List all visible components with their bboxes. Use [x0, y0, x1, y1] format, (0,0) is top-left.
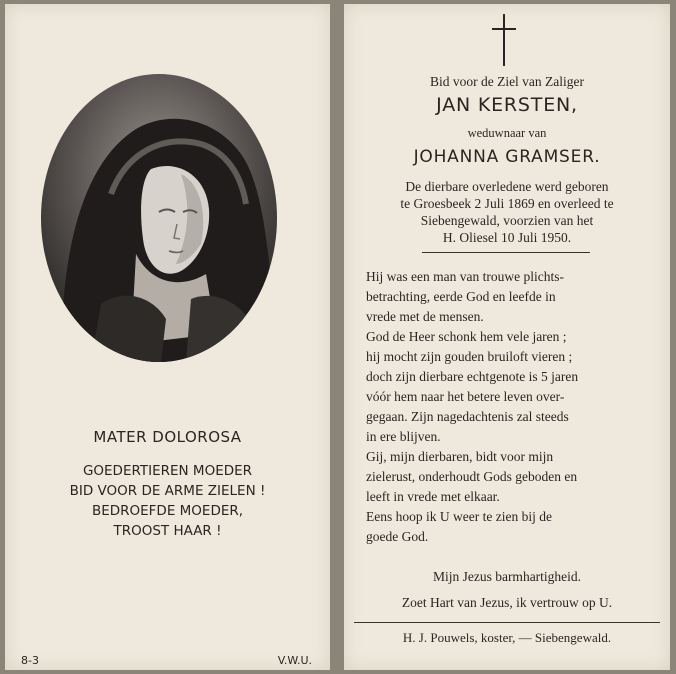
details-line: Siebengewald, voorzien van het — [420, 213, 594, 228]
prayer-line: BID VOOR DE ARME ZIELEN ! — [69, 483, 266, 499]
birth-death-details — [354, 178, 660, 246]
cross-icon — [492, 14, 516, 71]
details-line: De dierbare overledene werd geboren — [405, 179, 609, 194]
print-code: 8-3 — [21, 654, 39, 667]
left-card — [5, 4, 330, 670]
body-line: leeft in vrede met elkaar. — [366, 489, 500, 504]
closing-prayer: Mijn Jezus barmhartigheid. — [432, 569, 582, 584]
biography-text — [366, 267, 654, 547]
details-line: H. Oliesel 10 Juli 1950. — [442, 230, 572, 245]
mater-dolorosa-portrait — [41, 74, 277, 362]
portrait-caption: MATER DOLOROSA — [93, 428, 242, 446]
body-line: Gij, mijn dierbaren, bidt voor mijn — [366, 449, 554, 464]
body-line: vóór hem naar het betere leven over- — [366, 389, 565, 404]
body-line: goede God. — [366, 529, 429, 544]
printer-credit: H. J. Pouwels, koster, — Siebengewald. — [402, 630, 612, 645]
right-card — [344, 4, 670, 670]
publisher-mark: V.W.U. — [277, 654, 312, 667]
body-line: God de Heer schonk hem vele jaren ; — [366, 329, 567, 344]
body-line: in ere blijven. — [366, 429, 441, 444]
body-line: gegaan. Zijn nagedachtenis zal steeds — [366, 409, 569, 424]
body-line: hij mocht zijn gouden bruiloft vieren ; — [366, 349, 573, 364]
body-line: vrede met de mensen. — [366, 309, 484, 324]
prayer-line: GOEDERTIEREN MOEDER — [82, 463, 253, 479]
deceased-name: JAN KERSTEN, — [436, 94, 578, 116]
relation-line: weduwnaar van — [467, 126, 547, 140]
footer-divider — [354, 622, 660, 623]
details-line: te Groesbeek 2 Juli 1869 en overleed te — [400, 196, 614, 211]
prayer-line: TROOST HAAR ! — [113, 523, 222, 539]
divider — [422, 252, 590, 253]
body-line: betrachting, eerde God en leefde in — [366, 289, 556, 304]
prayer-text — [5, 461, 330, 541]
body-line: Eens hoop ik U weer te zien bij de — [366, 509, 552, 524]
body-line: doch zijn dierbare echtgenote is 5 jaren — [366, 369, 579, 384]
body-line: zielerust, onderhoudt Gods geboden en — [366, 469, 578, 484]
intro-line: Bid voor de Ziel van Zaliger — [429, 74, 585, 89]
prayer-line: BEDROEFDE MOEDER, — [91, 503, 244, 519]
closing-prayer: Zoet Hart van Jezus, ik vertrouw op U. — [401, 595, 613, 610]
spouse-name: JOHANNA GRAMSER. — [413, 147, 601, 167]
body-line: Hij was een man van trouwe plichts- — [366, 269, 564, 284]
